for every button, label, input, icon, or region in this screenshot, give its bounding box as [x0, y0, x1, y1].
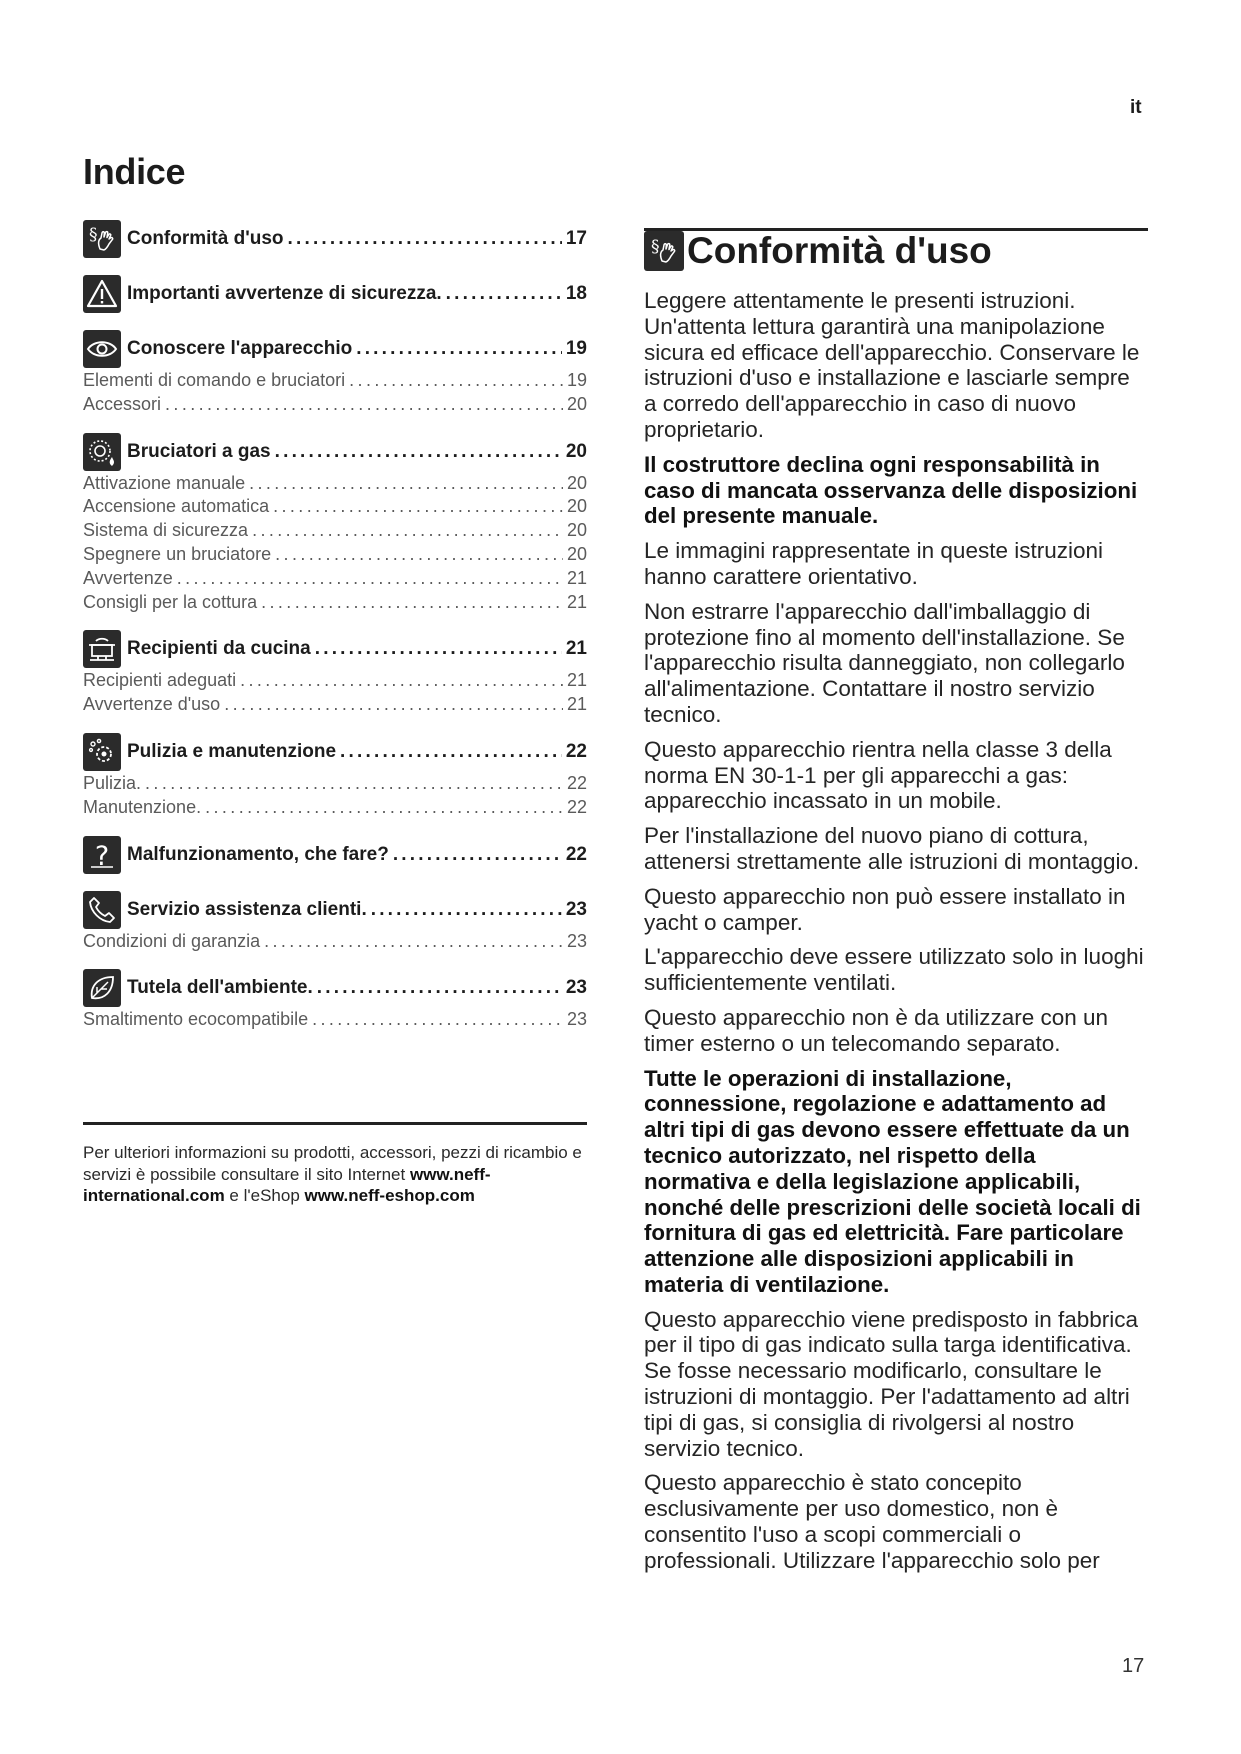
- dot-leader: [145, 772, 563, 796]
- toc-item-page: 20: [566, 496, 587, 517]
- toc-heading-label: Tutela dell'ambiente.: [127, 977, 313, 999]
- toc-item[interactable]: [83, 930, 587, 954]
- toc-heading-page: 19: [565, 338, 587, 359]
- toc-heading-row: [127, 637, 587, 661]
- toc-heading[interactable]: [83, 432, 587, 472]
- info-note: [83, 1142, 587, 1207]
- toc-heading[interactable]: [83, 274, 587, 314]
- toc-heading-page: 18: [565, 283, 587, 304]
- section-body: [644, 288, 1148, 1583]
- dot-leader: [393, 843, 562, 867]
- toc-heading-row: [127, 282, 587, 306]
- toc-item-page: 20: [566, 472, 587, 493]
- toc-item[interactable]: [83, 772, 587, 796]
- toc-section: [83, 835, 587, 875]
- dot-leader: [340, 740, 562, 764]
- toc-heading[interactable]: [83, 835, 587, 875]
- toc-item[interactable]: [83, 796, 587, 820]
- dot-leader: [205, 796, 563, 820]
- svg-text:§: §: [89, 225, 98, 245]
- toc-heading-page: 17: [565, 228, 587, 249]
- cleaning-icon: [83, 733, 121, 771]
- toc-item-page: 22: [566, 772, 587, 793]
- toc-item-label: Sistema di sicurezza: [83, 520, 249, 541]
- info-text: e l'eShop: [224, 1186, 305, 1205]
- toc-heading-page: 22: [565, 740, 587, 762]
- toc-heading[interactable]: [83, 629, 587, 669]
- toc-section: [83, 432, 587, 615]
- toc-item-page: 19: [566, 370, 587, 390]
- dot-leader: [446, 282, 562, 306]
- dot-leader: [165, 393, 563, 417]
- toc-item[interactable]: [83, 393, 587, 417]
- toc-item[interactable]: [83, 567, 587, 591]
- website-link[interactable]: www.neff-international.com: [83, 1164, 491, 1205]
- toc-heading-page: 21: [565, 638, 587, 660]
- toc-item-page: 21: [566, 670, 587, 691]
- eye-icon: [83, 330, 121, 368]
- toc-item-label: Spegnere un bruciatore: [83, 543, 272, 564]
- toc-item-page: 21: [566, 567, 587, 588]
- dot-leader: [288, 227, 562, 251]
- toc-heading-row: [127, 976, 587, 1000]
- body-paragraph: Questo apparecchio non può essere installato in yacht o camper.: [644, 883, 1126, 935]
- toc-heading-row: [127, 843, 587, 867]
- cookware-icon: [83, 630, 121, 668]
- toc-item[interactable]: [83, 693, 587, 717]
- dot-leader: [224, 693, 563, 717]
- dot-leader: [252, 519, 563, 543]
- toc-heading-row: [127, 740, 587, 764]
- dot-leader: [356, 337, 562, 361]
- body-paragraph: Questo apparecchio non è da utilizzare con un timer esterno o un telecomando separato.: [644, 1004, 1109, 1056]
- page-number: 17: [1122, 1655, 1145, 1677]
- divider: [83, 1122, 587, 1125]
- svg-text:§: §: [651, 237, 660, 257]
- section-hand-icon: [83, 220, 121, 258]
- toc-heading[interactable]: [83, 732, 587, 772]
- body-paragraph: Questo apparecchio rientra nella classe 3 della norma EN 30-1-1 per gli apparecchi a gas: apparecchio incassato in un mobile.: [644, 736, 1112, 814]
- toc-section: [83, 329, 587, 417]
- eshop-link[interactable]: www.neff-eshop.com: [304, 1186, 475, 1205]
- toc-item[interactable]: [83, 1008, 587, 1032]
- toc-heading[interactable]: [83, 329, 587, 369]
- table-of-contents: [83, 219, 587, 1047]
- dot-leader: [261, 591, 563, 615]
- toc-item-label: Elementi di comando e bruciatori: [83, 370, 346, 390]
- dot-leader: [240, 669, 563, 693]
- toc-heading-page: 23: [565, 977, 587, 999]
- toc-item-label: Avvertenze: [83, 567, 173, 588]
- toc-item-label: Accessori: [83, 393, 162, 414]
- toc-heading-label: Bruciatori a gas: [127, 440, 271, 462]
- section-title: Conformità d'uso: [687, 230, 992, 271]
- dot-leader: [249, 472, 563, 496]
- dot-leader: [371, 898, 562, 922]
- toc-item-label: Accensione automatica: [83, 496, 270, 517]
- toc-item-page: 23: [566, 930, 587, 951]
- toc-heading-page: 20: [565, 440, 587, 462]
- toc-item-label: Pulizia.: [83, 772, 142, 793]
- toc-section: [83, 274, 587, 314]
- toc-item-page: 23: [566, 1009, 587, 1030]
- body-paragraph: Leggere attentamente le presenti istruzioni. Un'attenta lettura garantirà una manipolazione sicura ed efficace dell'apparecchio. Conservare le istruzioni d'uso e installazione e lasciarle sempre a corredo dell'apparecchio in caso di nuovo proprietario.: [644, 288, 1140, 442]
- question-mark-icon: [83, 836, 121, 874]
- toc-heading-row: [127, 337, 587, 361]
- toc-heading[interactable]: [83, 219, 587, 259]
- gas-burner-icon: [83, 433, 121, 471]
- toc-section: [83, 732, 587, 820]
- toc-heading[interactable]: [83, 968, 587, 1008]
- toc-heading-label: Pulizia e manutenzione: [127, 740, 337, 762]
- toc-item-label: Recipienti adeguati: [83, 670, 237, 691]
- toc-item[interactable]: [83, 472, 587, 496]
- toc-heading-row: [127, 227, 587, 251]
- toc-item-label: Attivazione manuale: [83, 472, 246, 493]
- toc-section: [83, 629, 587, 717]
- leaf-icon: [83, 969, 121, 1007]
- toc-item[interactable]: [83, 495, 587, 519]
- toc-item-label: Manutenzione.: [83, 796, 202, 817]
- toc-section: [83, 968, 587, 1032]
- toc-item[interactable]: [83, 669, 587, 693]
- svg-text:?: ?: [94, 840, 110, 871]
- toc-item-label: Smaltimento ecocompatibile: [83, 1009, 309, 1030]
- body-paragraph: Questo apparecchio viene predisposto in fabbrica per il tipo di gas indicato sulla targa identificativa. Se fosse necessario modificarlo, consultare le istruzioni di montaggio. Per l'adattamento ad altri tipi di gas, si consiglia di rivolgersi al nostro servizio tecnico.: [644, 1306, 1139, 1461]
- toc-item-page: 20: [566, 393, 587, 414]
- toc-heading[interactable]: [83, 890, 587, 930]
- dot-leader: [264, 930, 563, 954]
- toc-heading-label: Servizio assistenza clienti.: [127, 898, 367, 920]
- toc-item-page: 22: [566, 796, 587, 817]
- toc-item-page: 21: [566, 591, 587, 612]
- toc-item-page: 20: [566, 543, 587, 564]
- dot-leader: [273, 495, 563, 519]
- warning-triangle-icon: [83, 275, 121, 313]
- body-paragraph: Le immagini rappresentate in queste istruzioni hanno carattere orientativo.: [644, 538, 1103, 589]
- dot-leader: [315, 637, 562, 661]
- dot-leader: [317, 976, 562, 1000]
- section-hand-icon: [644, 231, 684, 271]
- phone-icon: [83, 891, 121, 929]
- body-paragraph: Non estrarre l'apparecchio dall'imballaggio di protezione fino al momento dell'installazione. Se l'apparecchio risulta danneggiato, non collegarlo all'alimentazione. Contattare il nostro servizio tecnico.: [644, 598, 1125, 727]
- toc-section: [83, 219, 587, 259]
- body-paragraph: L'apparecchio deve essere utilizzato solo in luoghi sufficientemente ventilati.: [644, 944, 1144, 996]
- toc-heading-row: [127, 898, 587, 922]
- toc-item[interactable]: [83, 369, 587, 393]
- toc-item-page: 21: [566, 694, 587, 715]
- toc-item-label: Avvertenze d'uso: [83, 694, 221, 715]
- dot-leader: [275, 440, 562, 464]
- toc-heading-label: Recipienti da cucina: [127, 638, 311, 660]
- toc-section: [83, 890, 587, 954]
- toc-heading-label: Conformità d'uso: [127, 228, 284, 249]
- warning-paragraph: Tutte le operazioni di installazione, connessione, regolazione e adattamento ad altri tipi di gas devono essere effettuate da un tecnico autorizzato, nel rispetto della normativa e della legislazione applicabili, nonché delle prescrizioni delle società locali di fornitura di gas ed elettricità. Fare particolare attenzione alle disposizioni applicabili in materia di ventilazione.: [644, 1065, 1141, 1297]
- body-paragraph: Questo apparecchio è stato concepito esclusivamente per uso domestico, non è consentito l'uso a scopi commerciali o professionali. Utilizzare l'apparecchio solo per: [644, 1470, 1100, 1573]
- section-header: [644, 230, 992, 272]
- dot-leader: [177, 567, 563, 591]
- dot-leader: [312, 1008, 563, 1032]
- toc-heading-label: Malfunzionamento, che fare?: [127, 843, 389, 865]
- info-text: Per ulteriori informazioni su prodotti, accessori, pezzi di ricambio e servizi è possibile consultare il sito Internet: [83, 1143, 582, 1184]
- warning-paragraph: Il costruttore declina ogni responsabilità in caso di mancata osservanza delle disposizioni del presente manuale.: [644, 451, 1138, 529]
- toc-item-label: Consigli per la cottura: [83, 591, 258, 612]
- body-paragraph: Per l'installazione del nuovo piano di cottura, attenersi strettamente alle istruzioni di montaggio.: [644, 823, 1140, 874]
- toc-heading-label: Conoscere l'apparecchio: [127, 338, 353, 359]
- language-label: it: [1130, 97, 1142, 118]
- toc-heading-row: [127, 440, 587, 464]
- toc-item-page: 20: [566, 520, 587, 541]
- toc-item[interactable]: [83, 543, 587, 567]
- toc-item[interactable]: [83, 591, 587, 615]
- toc-item[interactable]: [83, 519, 587, 543]
- toc-heading-page: 23: [565, 898, 587, 920]
- page-title: Indice: [83, 151, 186, 192]
- toc-heading-page: 22: [565, 843, 587, 865]
- dot-leader: [275, 543, 563, 567]
- toc-item-label: Condizioni di garanzia: [83, 930, 261, 951]
- dot-leader: [349, 369, 563, 393]
- toc-heading-label: Importanti avvertenze di sicurezza.: [127, 283, 442, 304]
